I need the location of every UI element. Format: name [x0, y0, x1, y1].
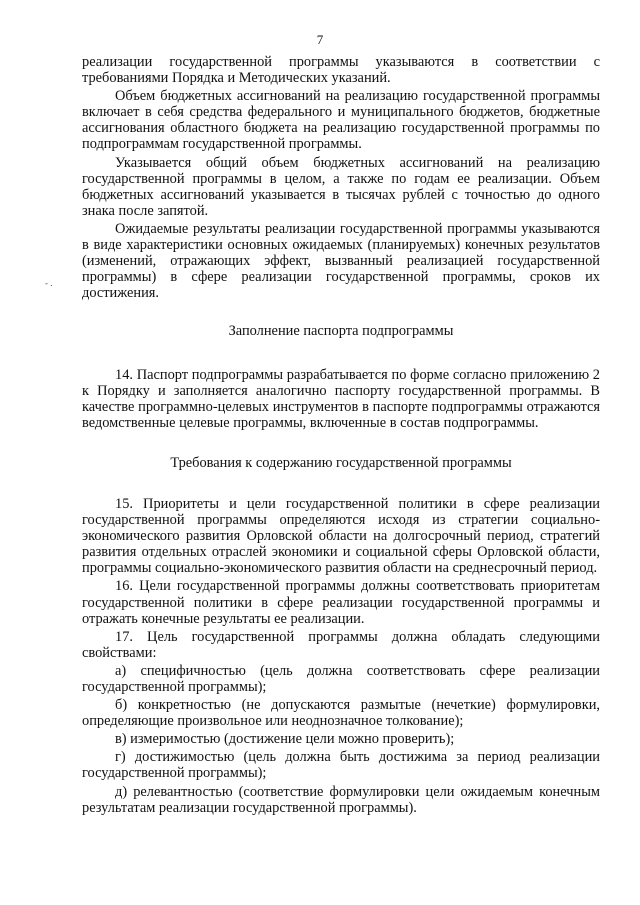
paragraph: 17. Цель государственной программы должна обладать следующими свойствами: [82, 628, 600, 661]
paragraph: реализации государственной программы указываются в соответствии с требованиями Порядка и Методических указаний. [82, 54, 600, 87]
paragraph: д) релевантностью (соответствие формулировки цели ожидаемым конечным результатам реализации государственной программы). [82, 783, 600, 816]
section-heading: Заполнение паспорта подпрограммы [228, 323, 454, 340]
paragraph: в) измеримостью (достижение цели можно проверить); [115, 731, 455, 748]
paragraph: а) специфичностью (цель должна соответствовать сфере реализации государственной программы); [82, 662, 600, 695]
section-gap [82, 431, 600, 455]
paragraph: 16. Цели государственной программы должны соответствовать приоритетам государственной политики в сфере реализации государственной программы и отражать конечные результаты ее реализации. [82, 578, 600, 627]
paragraph: б) конкретностью (не допускаются размытые (нечеткие) формулировки, определяющие произвольное или неоднозначное толкование); [82, 697, 600, 730]
section-gap [82, 301, 600, 323]
paragraph: Указывается общий объем бюджетных ассигнований на реализацию государственной программы в целом, а также по годам ее реализации. Объем бюджетных ассигнований указывается в тысячах рублей с точностью до одного знака после запятой. [82, 154, 600, 219]
paragraph: Ожидаемые результаты реализации государственной программы указываются в виде характеристики основных ожидаемых (планируемых) конечных результатов (изменений, отражающих эффект, вызванный реализацией государственной программы) в сфере реализации государственной программы, сроков их достижения. [82, 220, 600, 302]
page-number: 7 [316, 32, 324, 47]
section-gap [82, 471, 600, 496]
document-body [82, 54, 600, 816]
paragraph: Объем бюджетных ассигнований на реализацию государственной программы включает в себя средства федерального и муниципального бюджетов, бюджетные ассигнования областного бюджета на реализацию государственной программы по подпрограммам государственной программы. [82, 88, 600, 153]
paragraph: 14. Паспорт подпрограммы разрабатывается по форме согласно приложению 2 к Порядку и заполняется аналогично паспорту государственной программы. В качестве программно-целевых инструментов в паспорте подпрограммы отражаются ведомственные целевые программы, включенные в состав подпрограммы. [82, 366, 600, 431]
section-heading: Требования к содержанию государственной программы [170, 454, 512, 471]
margin-mark: - . [45, 278, 53, 288]
paragraph: 15. Приоритеты и цели государственной политики в сфере реализации государственной программы определяются исходя из стратегии социально-экономического развития Орловской области на долгосрочный период, стратегий развития отдельных отраслей экономики и социальной сферы Орловской области, программы социально-экономического развития области на среднесрочный период. [82, 495, 600, 577]
section-gap [82, 340, 600, 367]
paragraph: г) достижимостью (цель должна быть достижима за период реализации государственной программы); [82, 749, 600, 782]
